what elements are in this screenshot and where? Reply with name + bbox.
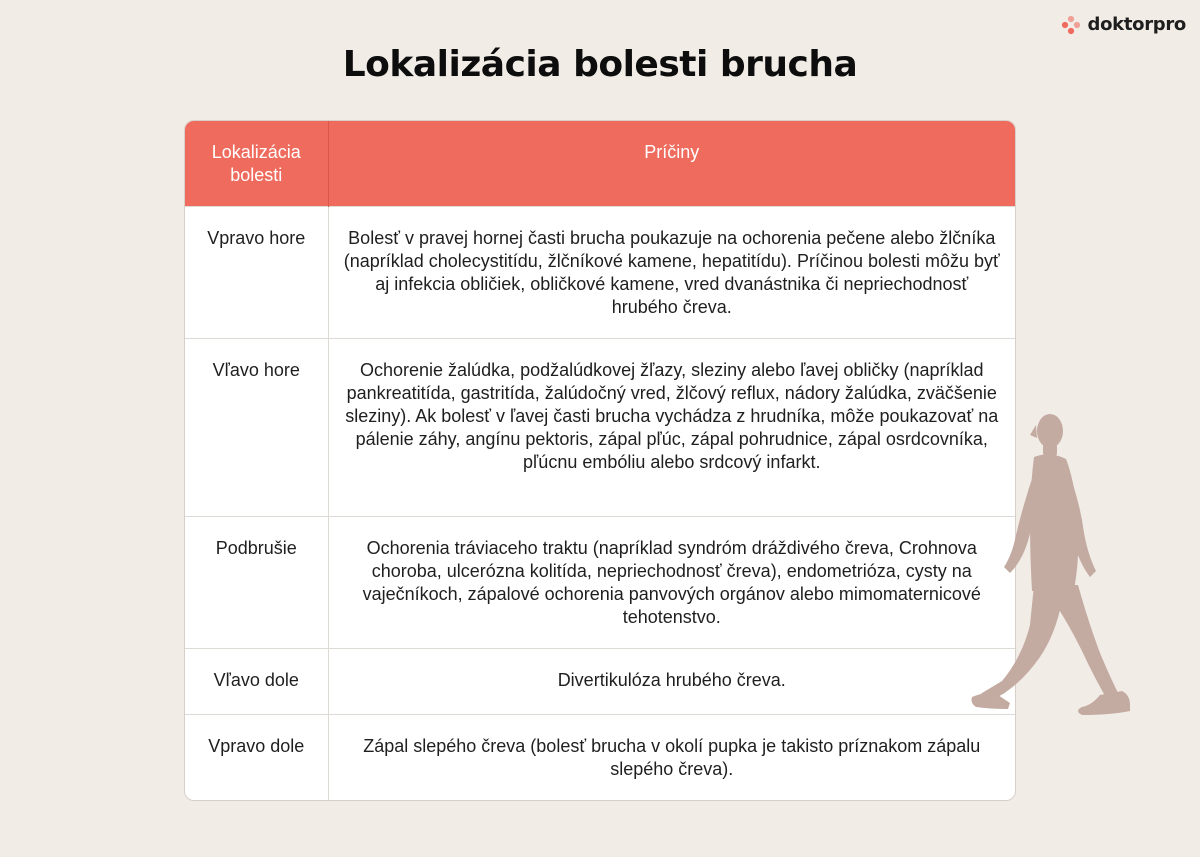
brand-logo[interactable] xyxy=(1061,14,1187,35)
table-row xyxy=(185,207,1015,339)
causes-cell: Ochorenie žalúdka, podžalúdkovej žľazy, sleziny alebo ľavej obličky (napríklad pankreatitída, gastritída, žalúdočný vred, žlčový reflux, nádory žalúdka, zväčšenie sleziny). Ak bolesť v ľavej časti brucha vychádza z hrudníka, môže poukazovať na pálenie záhy, angínu pektoris, zápal pľúc, zápal pohrudnice, zápal osrdcovníka, pľúcnu embóliu alebo srdcový infarkt. xyxy=(328,339,1015,517)
table-row xyxy=(185,715,1015,801)
table-header-row xyxy=(185,121,1015,207)
doktorpro-logo-icon xyxy=(1061,15,1081,35)
causes-cell: Bolesť v pravej hornej časti brucha poukazuje na ochorenia pečene alebo žlčníka (napríklad cholecystitídu, žlčníkové kamene, hepatitídu). Príčinou bolesti môžu byť aj infekcia obličiek, obličkové kamene, vred dvanástnika či nepriechodnosť hrubého čreva. xyxy=(328,207,1015,339)
table-row xyxy=(185,649,1015,715)
pain-location-table xyxy=(184,120,1016,801)
location-cell: Vľavo hore xyxy=(185,339,328,517)
table-row xyxy=(185,517,1015,649)
causes-cell: Ochorenia tráviaceho traktu (napríklad syndróm dráždivého čreva, Crohnova choroba, ulcerózna kolitída, nepriechodnosť čreva), endometrióza, cysty na vaječníkoch, zápalové ochorenia panvových orgánov alebo mimomaternicové tehotenstvo. xyxy=(328,517,1015,649)
walking-man-silhouette-icon xyxy=(970,405,1140,720)
table-row xyxy=(185,339,1015,517)
location-cell: Vpravo dole xyxy=(185,715,328,801)
header-causes: Príčiny xyxy=(328,121,1015,207)
causes-cell: Zápal slepého čreva (bolesť brucha v okolí pupka je takisto príznakom zápalu slepého čreva). xyxy=(328,715,1015,801)
brand-name: doktorpro xyxy=(1087,14,1186,35)
causes-cell: Divertikulóza hrubého čreva. xyxy=(328,649,1015,715)
location-cell: Vľavo dole xyxy=(185,649,328,715)
header-location: Lokalizácia bolesti xyxy=(185,121,328,207)
location-cell: Podbrušie xyxy=(185,517,328,649)
location-cell: Vpravo hore xyxy=(185,207,328,339)
page-title: Lokalizácia bolesti brucha xyxy=(342,44,858,85)
